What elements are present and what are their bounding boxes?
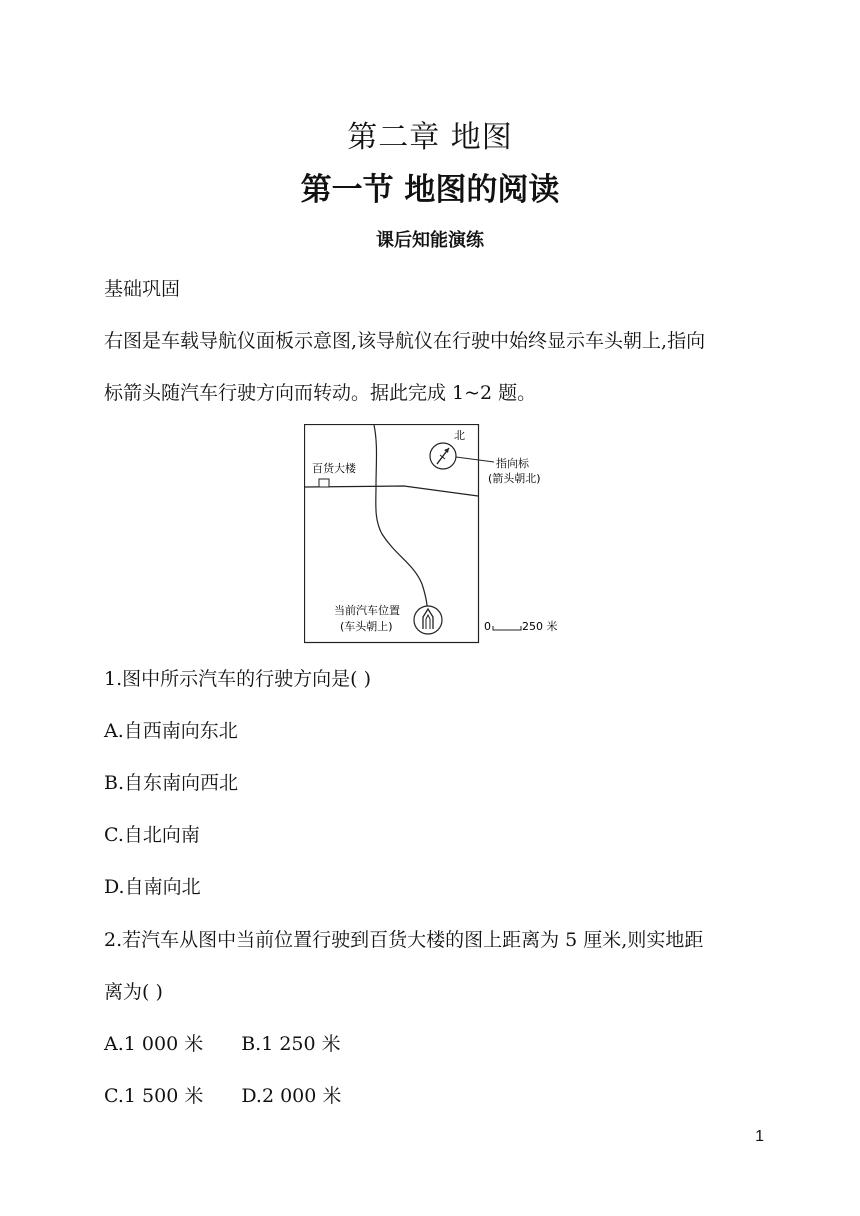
question-2-stem-line-2: 离为( )	[104, 981, 163, 1003]
question-1-stem: 1.图中所示汽车的行驶方向是( )	[104, 668, 371, 690]
subtitle: 课后知能演练	[376, 230, 484, 251]
question-2-options-row-2	[104, 1081, 341, 1108]
question-2-option-c: C.1 500 米	[104, 1085, 204, 1107]
north-label: 北	[454, 429, 465, 442]
chapter-title: 第二章 地图	[347, 120, 513, 155]
intro-line-1: 右图是车载导航仪面板示意图,该导航仪在行驶中始终显示车头朝上,指向	[104, 330, 706, 352]
scale-value: 250 米	[522, 620, 558, 633]
building-icon	[319, 479, 329, 487]
intro-line-2: 标箭头随汽车行驶方向而转动。据此完成 1~2 题。	[104, 382, 537, 404]
page-number: 1	[755, 1128, 764, 1145]
question-1-option-d: D.自南向北	[104, 876, 201, 898]
question-1-option-b: B.自东南向西北	[104, 772, 239, 794]
navigation-map-figure	[304, 424, 566, 644]
scale-bar	[493, 626, 521, 630]
scale-zero: 0	[484, 620, 491, 633]
section-title: 第一节 地图的阅读	[300, 172, 560, 208]
question-1-option-c: C.自北向南	[104, 824, 200, 846]
question-2-stem-line-1: 2.若汽车从图中当前位置行驶到百货大楼的图上距离为 5 厘米,则实地距	[104, 929, 704, 951]
question-2-option-a: A.1 000 米	[104, 1033, 204, 1055]
compass-label-1: 指向标	[496, 457, 529, 470]
building-label: 百货大楼	[312, 462, 356, 475]
question-2-options-row-1	[104, 1029, 341, 1056]
question-2-option-d: D.2 000 米	[241, 1085, 342, 1107]
question-2-option-b: B.1 250 米	[241, 1033, 341, 1055]
car-label-2: (车头朝上)	[340, 620, 393, 633]
question-1-option-a: A.自西南向东北	[104, 720, 238, 742]
compass-label-2: (箭头朝北)	[488, 472, 541, 485]
part-label: 基础巩固	[104, 278, 181, 300]
car-label-1: 当前汽车位置	[334, 604, 400, 617]
